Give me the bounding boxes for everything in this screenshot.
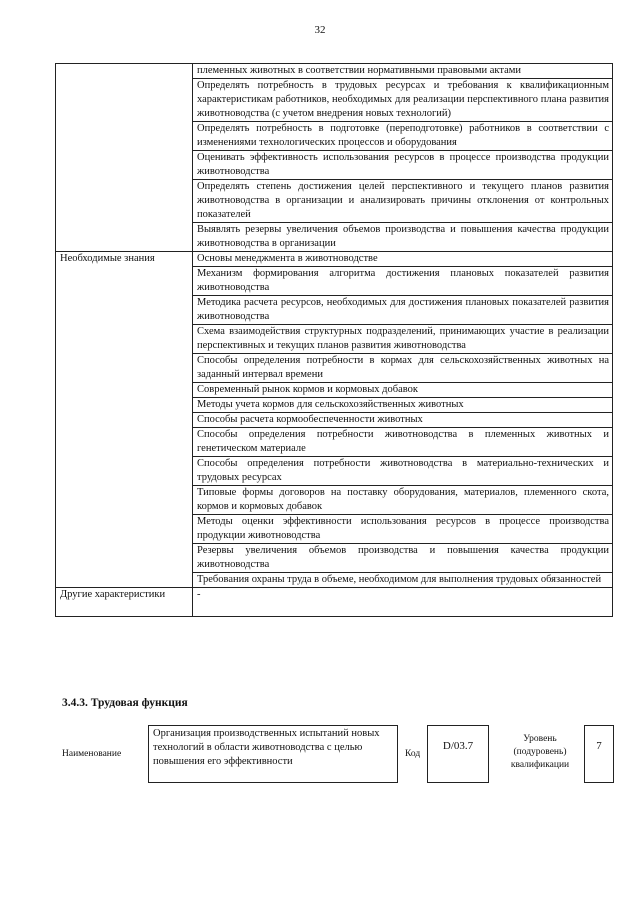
- other-label: Другие характеристики: [56, 588, 193, 617]
- level-value-box: 7: [584, 725, 614, 783]
- knowledge-item: Методика расчета ресурсов, необходимых для достижения плановых показателей развития животноводства: [193, 296, 613, 325]
- knowledge-item: Способы определения потребности животноводства в племенных животных и генетическом материале: [193, 428, 613, 457]
- table-row: [56, 588, 613, 617]
- skills-label-cell: [56, 64, 193, 252]
- knowledge-item: Схема взаимодействия структурных подразделений, принимающих участие в реализации перспективных и текущих планов развития животноводства: [193, 325, 613, 354]
- skill-item: Определять потребность в подготовке (переподготовке) работников в соответствии с изменениями технологических процессов и оборудования: [193, 122, 613, 151]
- skill-item: племенных животных в соответствии нормативными правовыми актами: [193, 64, 613, 79]
- table-row: [56, 64, 613, 79]
- code-value-box: D/03.7: [427, 725, 489, 783]
- section-heading: 3.4.3. Трудовая функция: [62, 697, 188, 709]
- skill-item: Определять потребность в трудовых ресурсах и требования к квалификационным характеристикам работников, необходимых для реализации перспективного плана развития животноводства (с учетом внедрения новых технологий): [193, 79, 613, 122]
- other-value: -: [193, 588, 613, 617]
- level-label-line: квалификации: [510, 760, 570, 770]
- knowledge-item: Типовые формы договоров на поставку оборудования, материалов, племенного скота, кормов и кормовых добавок: [193, 486, 613, 515]
- page-number: 32: [314, 24, 326, 36]
- knowledge-item: Механизм формирования алгоритма достижения плановых показателей развития животноводства: [193, 267, 613, 296]
- skill-item: Оценивать эффективность использования ресурсов в процессе производства продукции животноводства: [193, 151, 613, 180]
- name-label: Наименование: [62, 749, 122, 759]
- knowledge-label: Необходимые знания: [56, 252, 193, 588]
- knowledge-item: Требования охраны труда в объеме, необходимом для выполнения трудовых обязанностей: [193, 573, 613, 588]
- knowledge-item: Способы расчета кормообеспеченности животных: [193, 413, 613, 428]
- knowledge-item: Основы менеджмента в животноводстве: [193, 252, 613, 267]
- knowledge-item: Методы учета кормов для сельскохозяйственных животных: [193, 398, 613, 413]
- level-label-line: Уровень: [523, 734, 557, 744]
- knowledge-item: Способы определения потребности животноводства в материально-технических и трудовых ресурсах: [193, 457, 613, 486]
- level-label-line: (подуровень): [513, 747, 567, 757]
- level-label: [500, 733, 580, 772]
- knowledge-item: Методы оценки эффективности использования ресурсов в процессе производства продукции животноводства: [193, 515, 613, 544]
- name-value-box: Организация производственных испытаний новых технологий в области животноводства с целью повышения его эффективности: [148, 725, 398, 783]
- knowledge-item: Способы определения потребности в кормах для сельскохозяйственных животных на заданный интервал времени: [193, 354, 613, 383]
- knowledge-item: Современный рынок кормов и кормовых добавок: [193, 383, 613, 398]
- knowledge-item: Резервы увеличения объемов производства и повышения качества продукции животноводства: [193, 544, 613, 573]
- code-label: Код: [405, 749, 421, 759]
- skill-item: Определять степень достижения целей перспективного и текущего планов развития животноводства в организации и анализировать причины отклонения от контрольных показателей: [193, 180, 613, 223]
- requirements-table: [55, 63, 613, 617]
- table-row: [56, 252, 613, 267]
- skill-item: Выявлять резервы увеличения объемов производства и повышения качества продукции животноводства в организации: [193, 223, 613, 252]
